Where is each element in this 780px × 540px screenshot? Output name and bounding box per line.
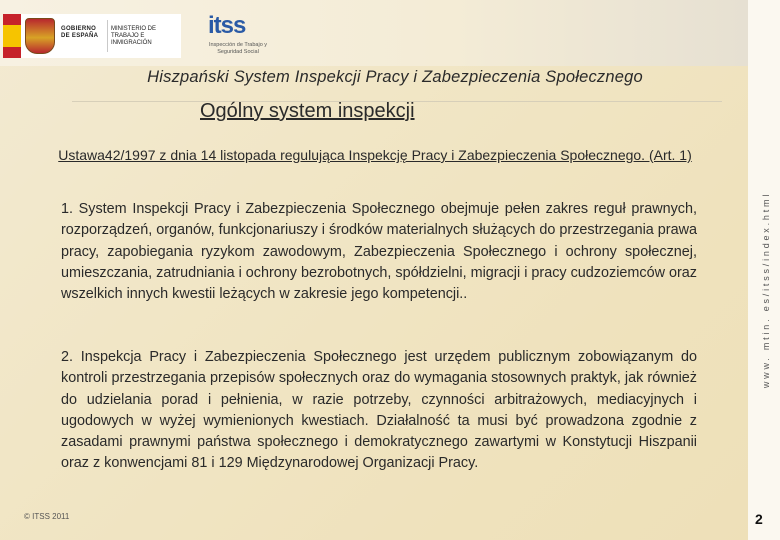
vertical-url-link[interactable]: www. mtin. es/itss/index.html bbox=[761, 191, 771, 389]
itss-logo bbox=[198, 12, 278, 60]
copyright-notice: © ITSS 2011 bbox=[24, 512, 70, 521]
government-label: GOBIERNO DE ESPAÑA bbox=[61, 26, 99, 39]
paragraph-2: 2. Inspekcja Pracy i Zabezpieczenia Społecznego jest urzędem publicznym zobowiązanym do kontroli przestrzegania przepisów społecznych oraz do wymagania stosownych praktyk, jak również do udzielania porad i pełnienia, w razie potrzeby, czynności arbitrażowych, mediacyjnych i ugodowych w wyżej wymienionych kwestiach. Działalność ta musi być prowadzona zgodnie z zasadami prawnymi państwa społecznego i demokratycznego zawartymi w Konstytucji Hiszpanii oraz z konwencjami 81 i 129 Międzynarodowej Organizacji Pracy. bbox=[61, 349, 697, 472]
law-reference: Ustawa42/1997 z dnia 14 listopada regulująca Inspekcję Pracy i Zabezpieczenia Społecznego. (Art. 1) bbox=[58, 147, 692, 163]
coat-of-arms-icon bbox=[25, 18, 55, 54]
itss-logo-mark: itss bbox=[208, 12, 246, 39]
itss-logo-subtitle: Inspección de Trabajo y Seguridad Social bbox=[208, 42, 268, 55]
spain-flag-icon bbox=[3, 14, 21, 58]
page-header-title: Hiszpański System Inspekcji Pracy i Zabezpieczenia Społecznego bbox=[147, 68, 643, 86]
ministry-label: MINISTERIO DE TRABAJO E INMIGRACIÓN bbox=[111, 26, 157, 46]
section-title: Ogólny system inspekcji bbox=[200, 100, 415, 122]
paragraph-1: 1. System Inspekcji Pracy i Zabezpieczenia Społecznego obejmuje pełen zakres reguł prawnych, rozporządzeń, organów, funkcjonariuszy i środków materialnych służących do przestrzegania prawa pracy, zapobiegania ryzykom zawodowym, Zabezpieczenia Społecznego i ochrony społecznej, umieszczania, zatrudniania i ochrony bezrobotnych, spółdzielni, migracji i pracy cudzoziemców oraz wszelkich innych kwestii leżących w zakresie jego kompetencji.. bbox=[61, 201, 697, 303]
page-number: 2 bbox=[755, 511, 763, 527]
logo-divider bbox=[107, 20, 108, 52]
spain-government-logo bbox=[3, 14, 181, 58]
